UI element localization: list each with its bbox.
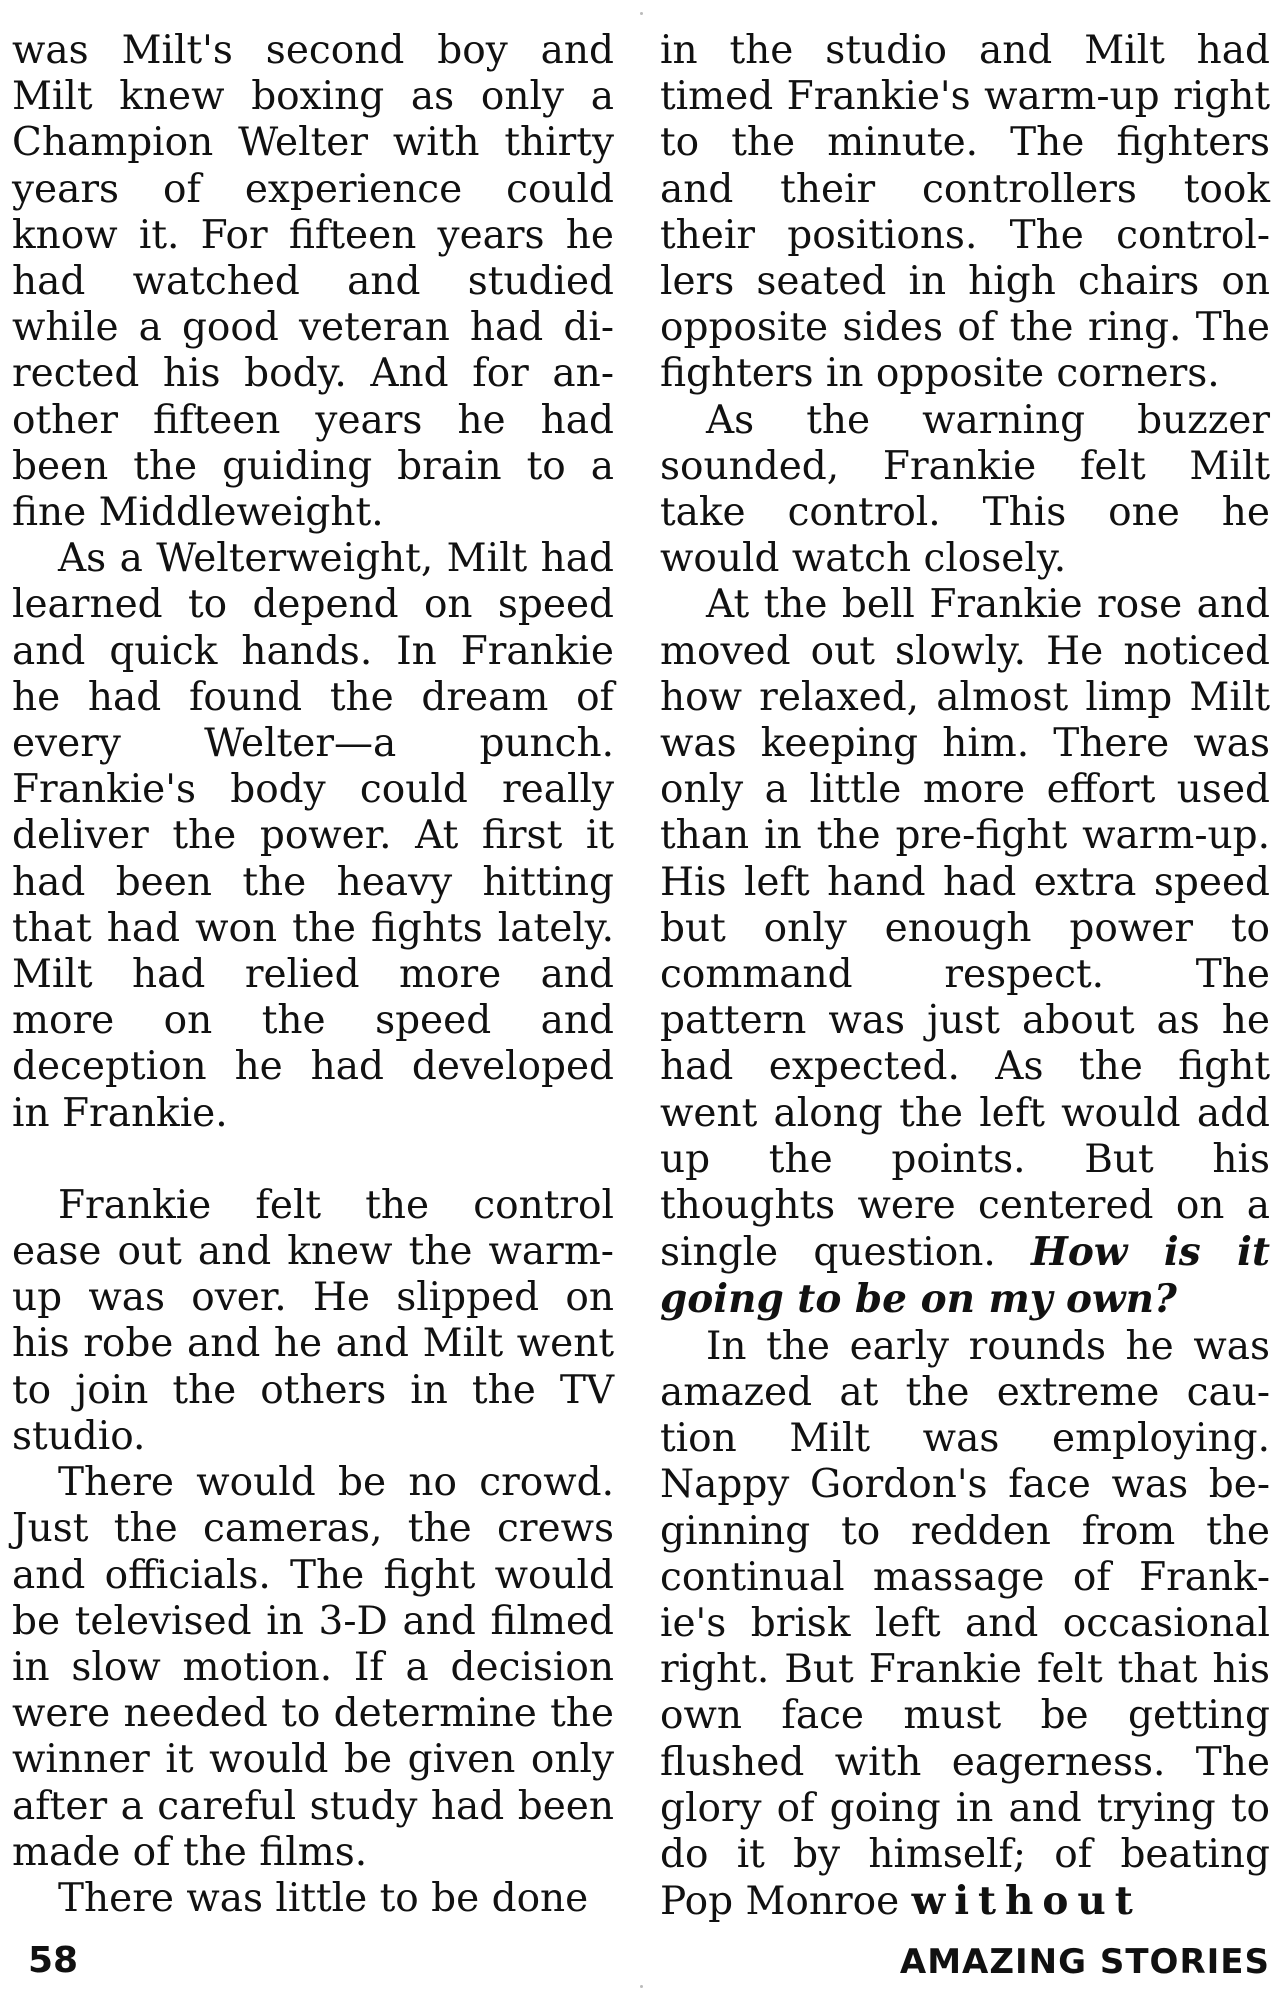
paragraph: As the warning buzzer sounded, Frankie felt Milt take control. This one he would watch closely.: [660, 397, 1270, 582]
speck: [640, 12, 643, 15]
paragraph: There would be no crowd. Just the cameras, the crews and officials. The fight would be televised in 3-D and filmed in slow motion. If a decision were needed to determine the winner it would be given only after a careful study had been made of the films.: [12, 1460, 614, 1875]
paragraph: [660, 1324, 1270, 1926]
paragraph: [660, 582, 1270, 1323]
paragraph: As a Welterweight, Milt had learned to depend on speed and quick hands. In Frankie he had found the dream of every Welter—a punch. Frankie's body could really deliver the power. At first it had been the heavy hitting that had won the fights lately. Milt had relied more and more on the speed and deception he had developed in Frankie.: [12, 536, 614, 1136]
paragraph-body: At the bell Frankie rose and moved out slowly. He noticed how relaxed, almost limp Milt was keeping him. There was only a little more effort used than in the pre-fight warm-up. His left hand had extra speed but only enough power to command respect. The pattern was just about as he had expected. As the fight went along the left would add up the points. But his thoughts were centered on a single question.: [660, 582, 1270, 1276]
right-text-column: [660, 28, 1270, 1925]
left-text-column: [12, 28, 614, 1922]
spaced-word: without: [911, 1878, 1142, 1925]
paragraph: There was little to be done: [58, 1875, 589, 1921]
page-footer: [0, 1940, 1285, 1990]
paragraph: Frankie felt the control ease out and knew the warm-up was over. He slipped on his robe and he and Milt went to join the others in the TV studio.: [12, 1182, 614, 1459]
paragraph: in the studio and Milt had timed Frankie's warm-up right to the minute. The fighters and their controllers took their positions. The controllers seated in high chairs on opposite sides of the ring. The fighters in opposite corners.: [660, 28, 1270, 397]
paragraph-body: In the early rounds he was amazed at the extreme caution Milt was employing. Nappy Gordon's face was beginning to redden from the continual massage of Frankie's brisk left and occasional right. But Frankie felt that his own face must be getting flushed with eagerness. The glory of going in and trying to do it by himself; of beating Pop Monroe: [660, 1323, 1270, 1925]
italic-question: How is it going to be on my own?: [660, 1229, 1270, 1323]
page-number: 58: [28, 1940, 79, 1981]
paragraph: was Milt's second boy and Milt knew boxing as only a Champion Welter with thirty years of experience could know it. For fifteen years he had watched and studied while a good veteran had directed his body. And for another fifteen years he had been the guiding brain to a fine Middleweight.: [12, 28, 614, 536]
magazine-title: AMAZING STORIES: [899, 1942, 1270, 1982]
